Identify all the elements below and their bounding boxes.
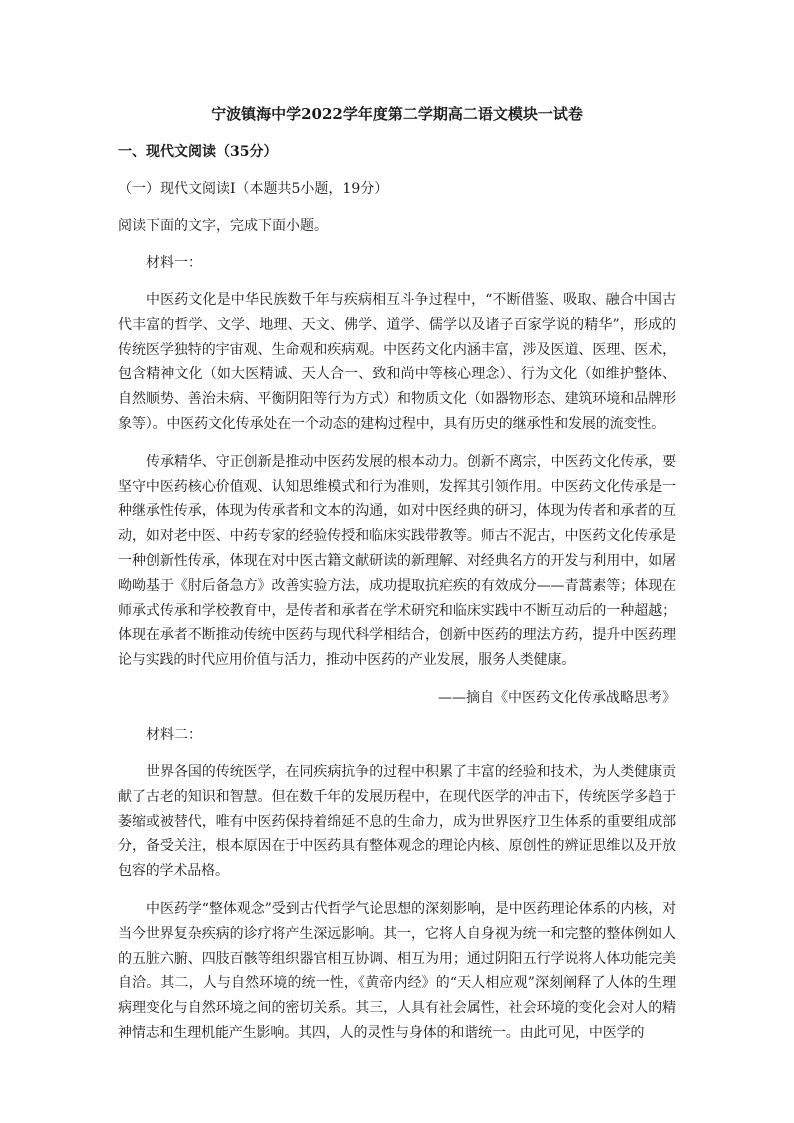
reading-instruction: 阅读下面的文字，完成下面小题。 — [118, 218, 328, 234]
exam-title: 宁波镇海中学2022学年度第二学期高二语文模块一试卷 — [211, 105, 583, 123]
material-one-paragraph-1: 中医药文化是中华民族数千年与疾病相互斗争过程中，“不断借鉴、吸取、融合中国古代丰富的哲学、文学、地理、天文、佛学、道学、儒学以及诸子百家学说的精华”，形成的传统医学独特的宇宙观、生命观和疾病观。中医药文化内涵丰富，涉及医道、医理、医术，包含精神文化（如大医精诚、天人合一、致和尚中等核心理念）、行为文化（如维护整体、自然顺势、善治未病、平衡阴阳等行为方式）和物质文化（如器物形态、建筑环境和品牌形象等）。中医药文化传承处在一个动态的建构过程中，具有历史的继承性和发展的流变性。 — [118, 292, 676, 432]
material-two-paragraph-1: 世界各国的传统医学，在同疾病抗争的过程中积累了丰富的经验和技术，为人类健康贡献了古老的知识和智慧。但在数千年的发展历程中，在现代医学的冲击下，传统医学多趋于萎缩或被替代，唯有中医药保持着绵延不息的生命力，成为世界医疗卫生体系的重要组成部分，备受关注，根本原因在于中医药具有整体观念的理论内核、原创性的辨证思维以及开放包容的学术品格。 — [118, 763, 676, 880]
material-one-paragraph-2: 传承精华、守正创新是推动中医药发展的根本动力。创新不离宗，中医药文化传承，要坚守中医药核心价值观、认知思维模式和行为准则，发挥其引领作用。中医药文化传承是一种继承性传承，体现为传承者和文本的沟通，如对中医经典的研习，体现为传者和承者的互动，如对老中医、中药专家的经验传授和临床实践带教等。师古不泥古，中医药文化传承是一种创新性传承，体现在对中医古籍文献研读的新理解、对经典名方的开发与利用中，如屠呦呦基于《肘后备急方》改善实验方法，成功提取抗疟疾的有效成分——青蒿素等；体现在师承式传承和学校教育中，是传者和承者在学术研究和临床实践中不断互动后的一种超越；体现在承者不断推动传统中医药与现代科学相结合，创新中医药的理法方药，提升中医药理论与实践的时代应用价值与活力，推动中医药的产业发展，服务人类健康。 — [118, 453, 676, 669]
material-one-label: 材料一： — [146, 255, 202, 271]
material-two-paragraph-2: 中医药学“整体观念”受到古代哲学气论思想的深刻影响，是中医药理论体系的内核，对当今世界复杂疾病的诊疗将产生深远影响。其一，它将人自身视为统一和完整的整体例如人的五脏六腑、四肢百骸等组织器官相互协调、相互为用；通过阴阳五行学说将人体功能完美自洽。其二，人与自然环境的统一性，《黄帝内经》的“天人相应观”深刻阐释了人体的生理病理变化与自然环境之间的密切关系。其三，人具有社会属性，社会环境的变化会对人的精神情志和生理机能产生影响。其四，人的灵性与身体的和谐统一。由此可见，中医学的 — [118, 900, 676, 1041]
material-two-label: 材料二： — [146, 726, 202, 743]
section-heading: 一、现代文阅读（35分） — [118, 144, 278, 160]
exam-page — [118, 96, 676, 1046]
material-one-source: ——摘自《中医药文化传承战略思考》 — [438, 689, 676, 706]
subsection-heading: （一）现代文阅读Ⅰ（本题共5小题，19分） — [118, 181, 389, 197]
